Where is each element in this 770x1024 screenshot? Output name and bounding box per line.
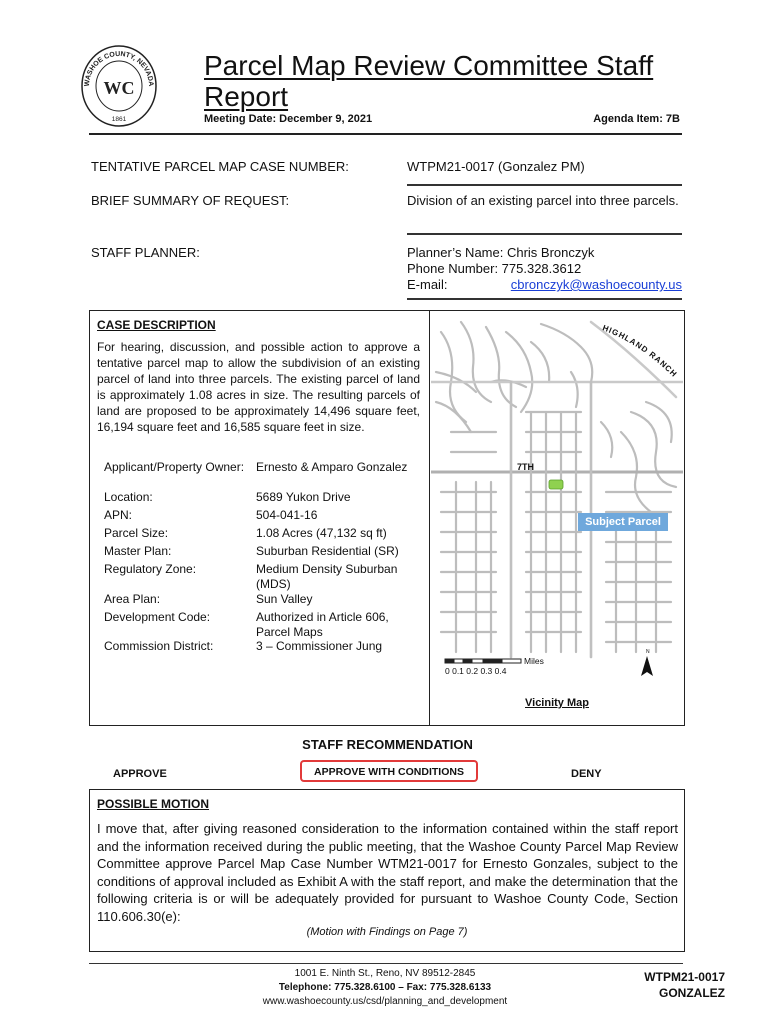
footer-case-id: WTPM21-0017: [644, 970, 725, 984]
scale-bar-ticks: 0 0.1 0.2 0.3 0.4: [445, 666, 507, 676]
divider: [407, 298, 682, 300]
divider: [407, 184, 682, 186]
footer-divider: [89, 963, 683, 964]
possible-motion-heading: POSSIBLE MOTION: [97, 797, 210, 811]
info-value: 504-041-16: [256, 508, 318, 522]
planner-email-link[interactable]: cbronczyk@washoecounty.us: [510, 277, 682, 292]
info-label: Applicant/Property Owner:: [104, 460, 245, 474]
north-arrow-label: N: [646, 649, 650, 655]
planner-label: STAFF PLANNER:: [91, 245, 200, 260]
agenda-item: Agenda Item: 7B: [593, 113, 680, 125]
info-value: Medium Density Suburban (MDS): [256, 562, 398, 591]
info-value: 3 – Commissioner Jung: [256, 639, 383, 653]
option-deny: DENY: [571, 768, 602, 780]
case-number-value: WTPM21-0017 (Gonzalez PM): [407, 159, 585, 174]
info-label: APN:: [104, 508, 133, 522]
street-label-7th: 7TH: [517, 462, 535, 472]
footer-website: www.washoecounty.us/csd/planning_and_development: [262, 996, 508, 1007]
svg-text:1861: 1861: [111, 116, 127, 123]
planner-email-row: [407, 277, 682, 293]
county-seal-logo: [80, 44, 158, 128]
footer-phone-fax: Telephone: 775.328.6100 – Fax: 775.328.6133: [278, 982, 492, 993]
staff-recommendation-heading: STAFF RECOMMENDATION: [302, 737, 473, 752]
footer-address: 1001 E. Ninth St., Reno, NV 89512-2845: [294, 968, 476, 979]
case-description-heading: CASE DESCRIPTION: [97, 318, 216, 332]
option-approve: APPROVE: [113, 768, 167, 780]
case-box-divider: [429, 310, 430, 726]
map-caption: Vicinity Map: [525, 697, 589, 709]
scale-bar-unit: Miles: [524, 656, 544, 666]
footer-case-name: GONZALEZ: [659, 986, 725, 1000]
meeting-date: Meeting Date: December 9, 2021: [204, 113, 373, 125]
planner-name: Planner’s Name: Chris Bronczyk: [407, 245, 595, 260]
subject-parcel-label: Subject Parcel: [578, 513, 668, 531]
option-approve-with-conditions: APPROVE WITH CONDITIONS: [300, 760, 478, 782]
info-value: 1.08 Acres (47,132 sq ft): [256, 526, 387, 540]
svg-text:HIGHLAND RANCH: HIGHLAND RANCH: [601, 323, 679, 380]
info-label: Area Plan:: [104, 592, 161, 606]
info-value: Suburban Residential (SR): [256, 544, 399, 558]
info-label: Development Code:: [104, 610, 211, 624]
header-divider: [89, 133, 682, 135]
case-description-text: For hearing, discussion, and possible action to approve a tentative parcel map to allow the subdivision of an existing parcel of land into three parcels. The existing parcel of land is approximately 1.08 acres in size. The resulting parcels of land are proposed to be approximately 14,496 square feet, 16,194 square feet and 16,585 square feet in size.: [97, 340, 420, 434]
info-label: Location:: [104, 490, 153, 504]
page-title: Parcel Map Review Committee Staff Report: [204, 50, 654, 112]
info-label: Parcel Size:: [104, 526, 169, 540]
divider: [407, 233, 682, 235]
info-value: Sun Valley: [256, 592, 313, 606]
svg-text:WC: WC: [103, 78, 135, 98]
motion-note: (Motion with Findings on Page 7): [306, 926, 468, 938]
info-value: Ernesto & Amparo Gonzalez: [256, 460, 408, 474]
info-label: Master Plan:: [104, 544, 172, 558]
planner-phone: Phone Number: 775.328.3612: [407, 261, 582, 276]
case-number-label: TENTATIVE PARCEL MAP CASE NUMBER:: [91, 159, 349, 174]
request-label: BRIEF SUMMARY OF REQUEST:: [91, 193, 290, 208]
request-value: Division of an existing parcel into three parcels.: [407, 193, 679, 208]
info-value: Authorized in Article 606, Parcel Maps: [256, 610, 389, 639]
vicinity-map: [431, 312, 683, 692]
info-label: Commission District:: [104, 639, 214, 653]
info-value: 5689 Yukon Drive: [256, 490, 351, 504]
info-label: Regulatory Zone:: [104, 562, 197, 576]
possible-motion-text: I move that, after giving reasoned consideration to the information contained within the staff report and the information received during the public meeting, that the Washoe County Parcel Map Review Committee approve Parcel Map Case Number WTM21-0017 for Ernesto Gonzales, subject to the conditions of approval included as Exhibit A with the staff report, and make the determination that the following criteria is or will be adequately provided for pursuant to Washoe County Code, Section 110.606.30(e):: [97, 821, 678, 924]
svg-text:WASHOE COUNTY, NEVADA: WASHOE COUNTY, NEVADA: [83, 50, 155, 87]
planner-email-label: E-mail:: [407, 277, 448, 292]
